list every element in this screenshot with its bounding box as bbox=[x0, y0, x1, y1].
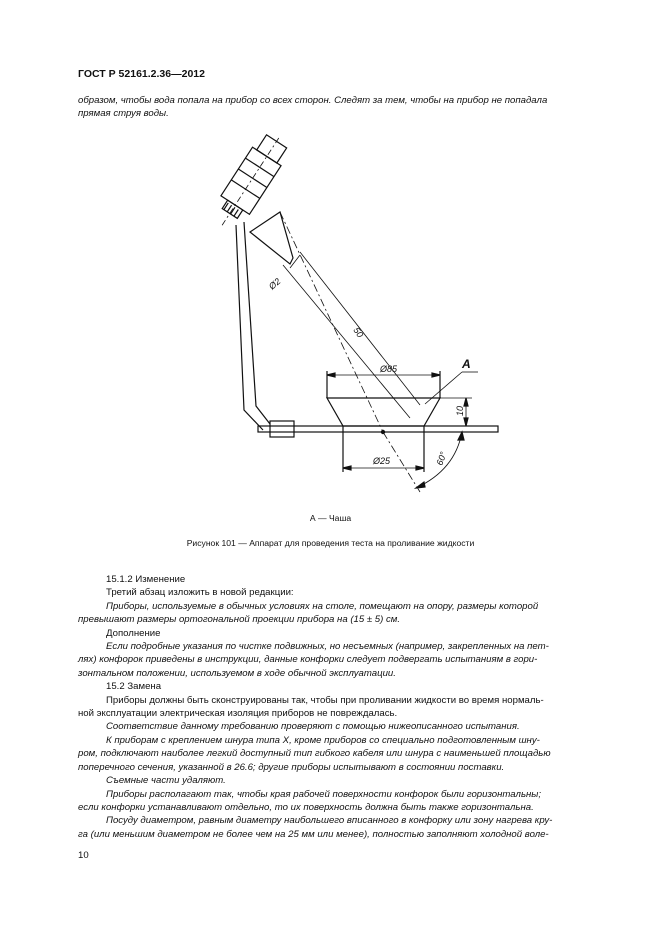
section-152-p5-line2: если конфорки устанавливают отдельно, то их поверхность должна быть также горизонтальна. bbox=[78, 801, 534, 813]
bowl bbox=[327, 398, 440, 426]
nozzle-cone bbox=[250, 212, 293, 264]
body-text bbox=[78, 573, 616, 841]
section-152-p6-line2: га (или меньшим диаметром не более чем на 25 мм или менее), полностью заполняют холодной воле- bbox=[78, 828, 549, 840]
label-length-50: 50 bbox=[351, 325, 366, 340]
nozzle-holder bbox=[208, 129, 293, 235]
section-152-p3-line2: ром, подключают наиболее легкий доступный тип гибкого кабеля или шнура с наименьшей площадью bbox=[78, 748, 551, 760]
figure-legend: А — Чаша bbox=[309, 513, 352, 523]
section-152-title: 15.2 Замена bbox=[106, 681, 162, 693]
section-152-p3-line1: К приборам с креплением шнура типа X, кроме приборов со специально подготовленным шну- bbox=[106, 734, 540, 746]
page-number: 10 bbox=[78, 850, 89, 861]
section-1512-p3-line1: Если подробные указания по чистке подвижных, но несъемных (например, закрепленных на пет- bbox=[106, 641, 549, 653]
label-diam-25: Ø25 bbox=[373, 456, 391, 466]
section-1512-p2-line2: превышают размеры ортогональной проекции прибора на (15 ± 5) см. bbox=[78, 614, 401, 626]
label-diam-2: Ø2 bbox=[266, 276, 283, 292]
section-1512-addition: Дополнение bbox=[106, 627, 161, 639]
intro-line-2: прямая струя воды. bbox=[78, 108, 169, 120]
section-152-p5-line1: Приборы располагают так, чтобы края рабочей поверхности конфорок были горизонтальны; bbox=[106, 788, 541, 800]
support-rod-left bbox=[236, 225, 263, 430]
support-rod-right bbox=[244, 222, 270, 424]
label-height-10: 10 bbox=[455, 405, 465, 416]
section-152-p6-line1: Посуду диаметром, равным диаметру наибольшего вписанного в конфорку или зону нагрева кру- bbox=[106, 815, 553, 827]
section-1512-p1: Третий абзац изложить в новой редакции: bbox=[106, 587, 294, 599]
section-152-p4: Съемные части удаляют. bbox=[106, 775, 226, 787]
section-152-p1-line2: ной эксплуатации электрическая изоляция приборов не повреждалась. bbox=[78, 708, 398, 720]
label-diam-85: Ø85 bbox=[380, 364, 398, 374]
section-152-p3-line3: поперечного сечения, указанной в 26.6; другие приборы испытывают в состоянии поставки. bbox=[78, 761, 505, 773]
section-1512-p2-line1: Приборы, используемые в обычных условиях на столе, помещают на опору, размеры которой bbox=[106, 600, 539, 612]
label-a: A bbox=[462, 357, 471, 371]
intro-line-1: образом, чтобы вода попала на прибор со всех сторон. Следят за тем, чтобы на прибор не попадала bbox=[78, 95, 548, 106]
section-152-p2: Соответствие данному требованию проверяют с помощью нижеописанного испытания. bbox=[106, 721, 520, 733]
section-1512-title: 15.1.2 Изменение bbox=[106, 574, 186, 585]
section-1512-p3-line3: зонтальном положении, используемом в ходе обычной эксплуатации. bbox=[78, 667, 396, 679]
section-1512-p3-line2: лях) конфорок приведены в инструкции, данные конфорки следует подвергать испытаниям в гори- bbox=[78, 654, 538, 666]
figure-caption: Рисунок 101 — Аппарат для проведения теста на проливание жидкости bbox=[186, 538, 475, 548]
section-152-p1-line1: Приборы должны быть сконструированы так, чтобы при проливании жидкости во время нормаль- bbox=[106, 694, 544, 706]
document-header: ГОСТ Р 52161.2.36—2012 bbox=[78, 68, 205, 80]
label-angle-60: 60° bbox=[434, 450, 449, 467]
